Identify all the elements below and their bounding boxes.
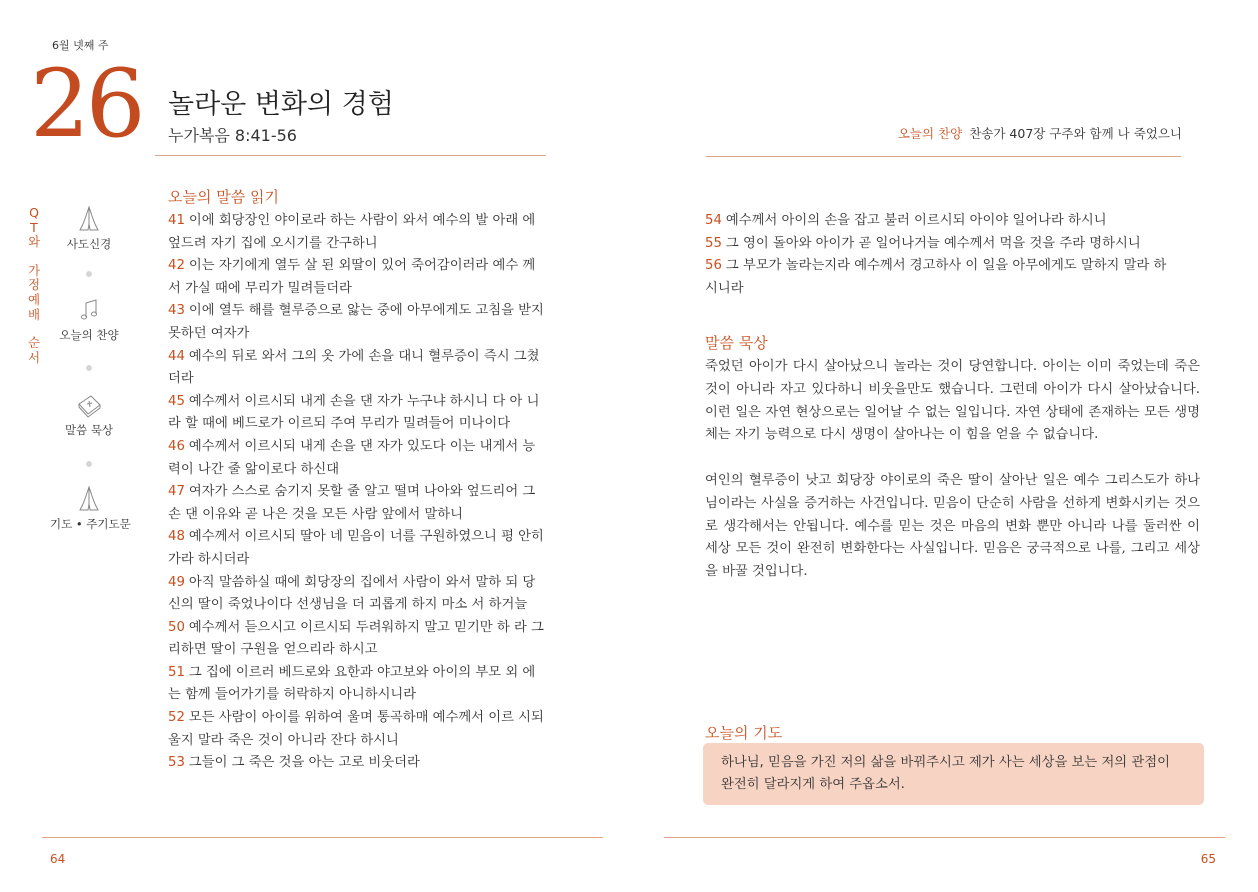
verse — [168, 752, 548, 775]
verse-text: 예수의 뒤로 와서 그의 옷 가에 손을 대니 혈루증이 즉시 그쳤더라 — [168, 348, 540, 387]
week-label: 6월 넷째 주 — [52, 39, 109, 52]
nav-label: 오늘의 찬양 — [59, 328, 119, 342]
verse-number: 41 — [168, 213, 185, 228]
verse-text: 예수께서 이르시되 딸아 네 믿음이 너를 구원하였으니 평 안히 가라 하시더라 — [168, 529, 544, 567]
verse-text: 그 영이 돌아와 아이가 곧 일어나거늘 예수께서 먹을 것을 주라 명하시니 — [725, 235, 1141, 251]
bible-icon — [76, 390, 102, 420]
verse — [168, 436, 548, 481]
verse-text: 그 집에 이르러 베드로와 요한과 야고보와 아이의 부모 외 에는 함께 들어가기를 허락하지 아니하시니라 — [168, 664, 536, 703]
verse-number: 45 — [168, 393, 185, 409]
verse-number: 56 — [705, 258, 722, 274]
verse-text: 예수께서 이르시되 내게 손을 댄 자가 누구냐 하시니 다 아 니라 할 때에 베드로가 이르되 주여 무리가 밀려들어 미나이다 — [168, 393, 540, 432]
verse-text: 이는 자기에게 열두 살 된 외딸이 있어 죽어감이러라 예수 께서 가실 때에 무리가 밀려들더라 — [168, 258, 536, 296]
verse-text: 그 부모가 놀라는지라 예수께서 경고하사 이 일을 아무에게도 말하지 말라 하시니라 — [705, 258, 1167, 296]
footer-divider-left — [42, 837, 603, 838]
praying-hands-icon — [76, 484, 102, 514]
verse-text: 예수께서 아이의 손을 잡고 불러 이르시되 아이야 일어나라 하시니 — [725, 213, 1107, 228]
nav-label: 말씀 묵상 — [64, 423, 114, 437]
verse-number: 52 — [168, 710, 185, 726]
verse-number: 53 — [168, 755, 185, 771]
nav-label: 기도 • 주기도문 — [50, 517, 131, 531]
verse — [168, 300, 548, 345]
side-tab-char: 배 — [27, 306, 41, 322]
verse-number: 42 — [168, 258, 185, 274]
nav-label: 사도신경 — [66, 237, 112, 251]
verse-text: 이에 회당장인 야이로라 하는 사람이 와서 예수의 발 아래 에 엎드려 자기 집에 오시기를 간구하니 — [168, 213, 536, 251]
verse — [168, 210, 548, 255]
verse-text: 여자가 스스로 숨기지 못할 줄 알고 떨며 나아와 엎드리어 그 손 댄 이유와 곧 나은 것을 모든 사람 앞에서 말하니 — [168, 484, 536, 522]
verse — [168, 526, 548, 571]
verse — [168, 255, 548, 300]
hymn-text: 찬송가 407장 구주와 함께 나 죽었으니 — [969, 126, 1182, 141]
meditation-body — [705, 356, 1200, 607]
verse-number: 51 — [168, 664, 185, 680]
verse-text: 예수께서 듣으시고 이르시되 두려워하지 말고 믿기만 하 라 그리하면 딸이 구원을 얻으리라 하시고 — [168, 619, 544, 658]
verse-text: 모든 사람이 아이를 위하여 울며 통곡하매 예수께서 이르 시되 울지 말라 죽은 것이 아니라 잔다 하시니 — [168, 710, 544, 748]
verses-right — [705, 210, 1175, 300]
verse-number: 43 — [168, 303, 185, 319]
prayer-heading: 오늘의 기도 — [705, 724, 783, 742]
side-tab — [26, 206, 42, 365]
verse-text: 예수께서 이르시되 내게 손을 댄 자가 있도다 이는 내게서 능력이 나간 줄 앎이로다 하신대 — [168, 438, 536, 477]
prayer-box: 하나님, 믿음을 가진 저의 삶을 바꿔주시고 제가 사는 세상을 보는 저의 관점이 완전히 달라지게 하여 주옵소서. — [703, 743, 1204, 805]
scripture-reference: 누가복음 8:41-56 — [168, 126, 297, 145]
verse — [168, 391, 548, 436]
verse-number: 50 — [168, 619, 185, 635]
verses-left — [168, 210, 548, 775]
verse — [168, 707, 548, 752]
page-number-left: 64 — [50, 852, 66, 866]
page-number-right: 65 — [1200, 852, 1216, 866]
verse-text: 그들이 그 죽은 것을 아는 고로 비웃더라 — [188, 755, 420, 771]
side-tab-char: 정 — [27, 277, 41, 293]
verse-number: 46 — [168, 438, 185, 454]
side-tab-char: 예 — [27, 291, 41, 307]
meditation-paragraph: 죽었던 아이가 다시 살아났으니 놀라는 것이 당연합니다. 아이는 이미 죽었는데 죽은 것이 아니라 자고 있다하니 비웃을만도 했습니다. 그런데 아이가 다시 살아났습니다. 이런 일은 자연 현상으로는 일어날 수 없는 일입니다. 자연 상태에 존재하는 모든 생명체는 자기 능력으로 다시 생명이 살아나는 이 힘을 얻을 수 없습니다. — [705, 359, 1200, 443]
verse-number: 54 — [705, 213, 722, 228]
side-tab-char: Q — [29, 205, 39, 220]
nav-separator-dot — [86, 365, 92, 371]
meditation-paragraph: 여인의 혈루증이 낫고 회당장 야이로의 죽은 딸이 살아난 일은 예수 그리스도가 하나님이라는 사실을 증거하는 사건입니다. 믿음이 단순히 사람을 선하게 변화시키는 것으로 생각해서는 안됩니다. 예수를 믿는 것은 마음의 변화 뿐만 아니라 나를 둘러싼 이 세상 모든 것이 완전히 변화한다는 사실입니다. 믿음은 궁극적으로 나를, 그리고 세상을 바꿀 것입니다. — [705, 472, 1200, 580]
verse — [168, 481, 548, 526]
verse — [168, 572, 548, 617]
nav-item-apostles-creed[interactable] — [50, 204, 128, 252]
nav-separator-dot — [86, 271, 92, 277]
music-note-icon — [76, 295, 102, 325]
verse-number: 44 — [168, 348, 185, 364]
nav-item-prayer[interactable] — [50, 484, 131, 532]
verse — [705, 233, 1175, 256]
verse-number: 49 — [168, 574, 185, 590]
page-title: 놀라운 변화의 경험 — [168, 89, 394, 120]
verse — [705, 255, 1175, 300]
verse — [168, 346, 548, 391]
side-tab-char: 가 — [27, 262, 41, 278]
verse-number: 47 — [168, 484, 185, 500]
verse — [168, 662, 548, 707]
side-tab-gap — [26, 250, 42, 264]
verse-text: 이에 열두 해를 혈루증으로 앓는 중에 아무에게도 고침을 받지 못하던 여자가 — [168, 303, 544, 341]
nav-separator-dot — [86, 461, 92, 467]
side-tab-char: 와 — [27, 234, 41, 250]
verse-text: 아직 말씀하실 때에 회당장의 집에서 사람이 와서 말하 되 당신의 딸이 죽었나이다 선생님을 더 괴롭게 하지 마소 서 하거늘 — [168, 574, 536, 613]
side-tab-gap — [26, 322, 42, 336]
side-tab-char: 순 — [27, 335, 41, 351]
side-tab-char: T — [30, 219, 38, 235]
side-tab-char: 서 — [27, 349, 41, 365]
header-divider-left — [155, 155, 546, 156]
todays-hymn — [898, 124, 1182, 142]
reading-heading: 오늘의 말씀 읽기 — [168, 188, 279, 206]
footer-divider-right — [664, 837, 1225, 838]
meditation-heading: 말씀 묵상 — [705, 334, 768, 352]
verse — [705, 210, 1175, 233]
nav-item-meditation[interactable] — [50, 390, 128, 438]
verse — [168, 617, 548, 662]
verse-number: 55 — [705, 235, 722, 251]
day-number: 26 — [30, 50, 142, 159]
praying-hands-icon — [76, 204, 102, 234]
verse-number: 48 — [168, 529, 185, 545]
nav-item-todays-hymn[interactable] — [50, 295, 128, 343]
hymn-label: 오늘의 찬양 — [897, 126, 963, 141]
header-divider-right — [706, 156, 1181, 157]
